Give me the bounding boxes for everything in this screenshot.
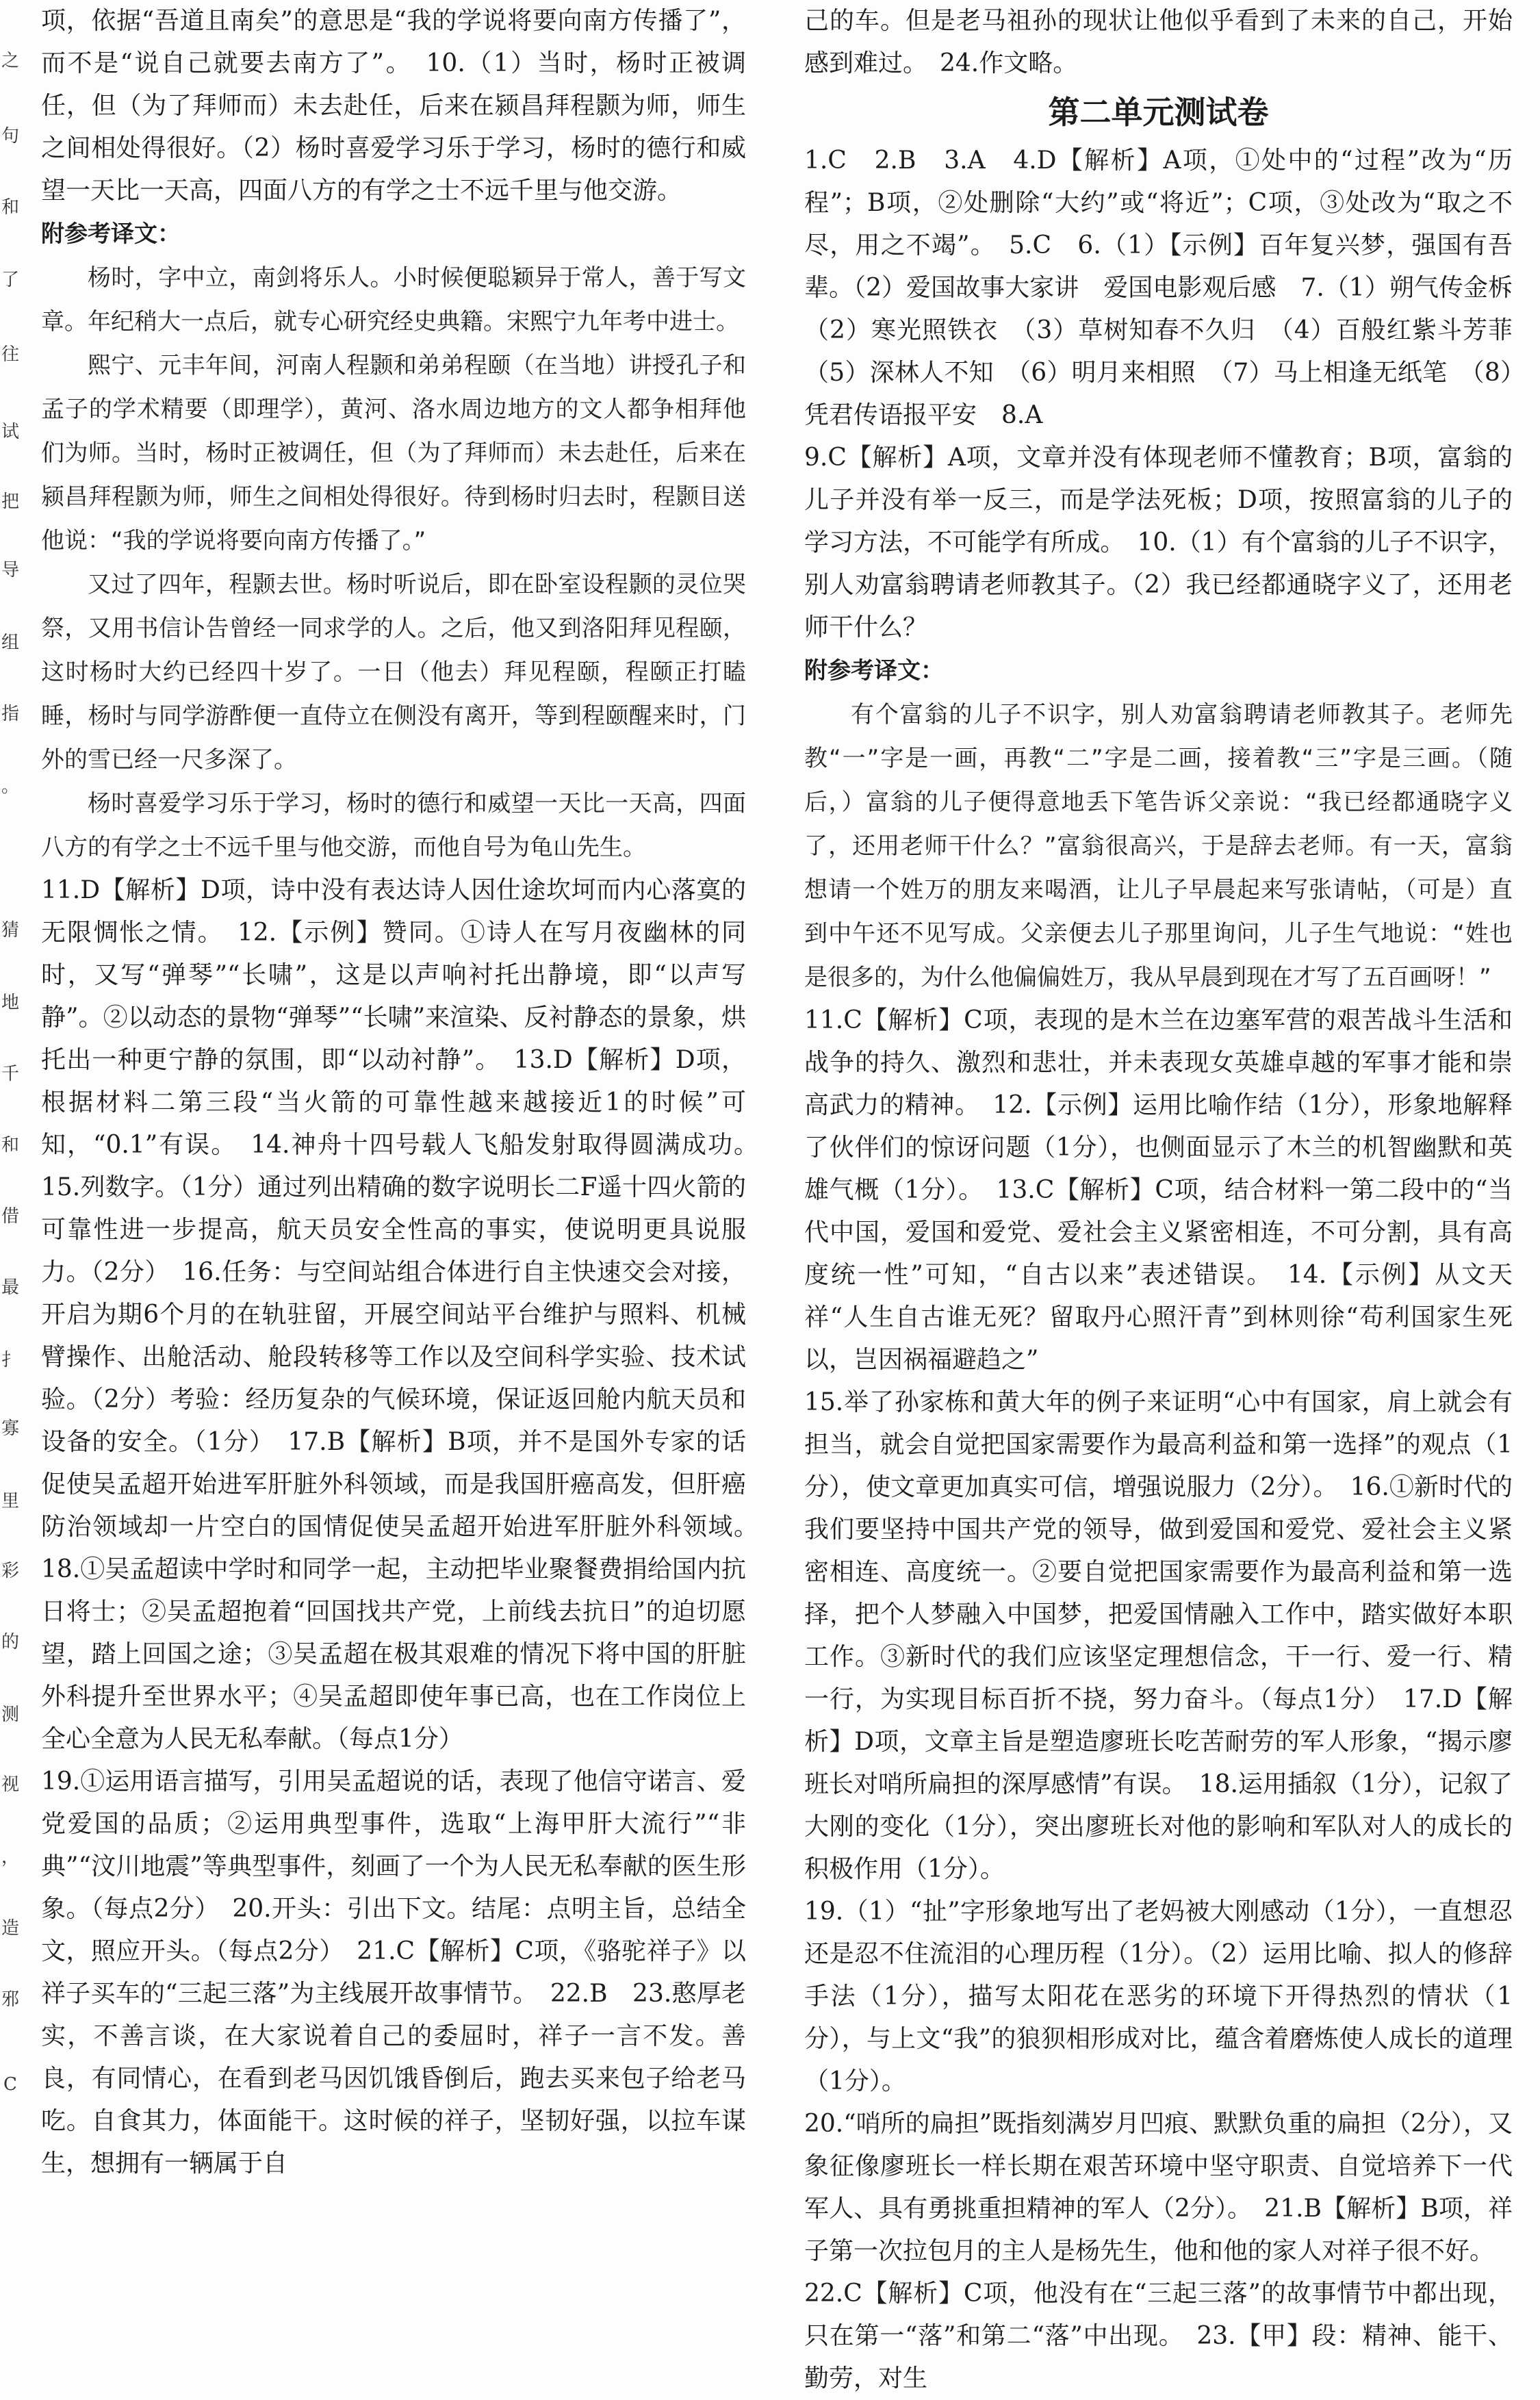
gutter-char: 邪: [1, 1989, 19, 2010]
gutter-char: 和: [1, 1135, 19, 1156]
gutter-char: 彩: [1, 1561, 19, 1581]
gutter-char: 往: [1, 344, 19, 365]
gutter-char: ，: [1, 1847, 19, 1867]
translation-heading: 附参考译文：: [804, 657, 944, 685]
gutter-char: 扌: [1, 1350, 19, 1370]
gutter-char: 句: [1, 126, 19, 146]
gutter-char: C: [3, 2074, 17, 2095]
section-title: 第二单元测试卷: [1048, 94, 1269, 131]
translation-paragraph: 又过了四年，程颢去世。杨时听说后，即在卧室设程颢的灵位哭祭，又用书信讣告曾经一同求学的人。之后，他又到洛阳拜见程颐，这时杨时大约已经四十岁了。一日（他去）拜见程颐，程颐正打瞌睡，杨时与同学游酢便一直侍立在侧没有离开，等到程颐醒来时，门外的雪已经一尺多深了。: [41, 571, 746, 774]
answer-paragraph: 22.C【解析】C项，他没有在“三起三落”的故事情节中都出现，只在第一“落”和第二“落”中出现。 23.【甲】段：精神、能干、勤劳，对生: [804, 2280, 1513, 2392]
answer-paragraph: 11.C【解析】C项，表现的是木兰在边塞军营的艰苦战斗生活和战争的持久、激烈和悲壮，并未表现女英雄卓越的军事才能和崇高武力的精神。 12.【示例】运用比喻作结（1分），形象地解释了伙伴们的惊讶问题（1分），也侧面显示了木兰的机智幽默和英雄气概（1分）。 13.C【解析】C项，结合材料一第二段中的“当代中国，爱国和爱党、爱社会主义紧密相连，不可分割，具有高度统一性”可知，“自古以来”表述错误。 14.【示例】从文天祥“人生自古谁无死？留取丹心照汗青”到林则徐“苟利国家生死以，岂因祸福避趋之”: [804, 1006, 1513, 1374]
translation-heading: 附参考译文：: [41, 220, 181, 248]
gutter-char: 的: [1, 1632, 19, 1652]
gutter-char: 之: [1, 51, 19, 71]
left-column: [41, 0, 771, 2195]
gutter-char: 把: [1, 492, 19, 512]
gutter-char: 测: [1, 1705, 19, 1725]
translation-paragraph: 杨时喜爱学习乐于学习，杨时的德行和威望一天比一天高，四面八方的有学之士不远千里与他交游，而他自号为龟山先生。: [41, 790, 746, 861]
answer-paragraph: 20.“哨所的扁担”既指刻满岁月凹痕、默默负重的扁担（2分），又象征像廖班长一样长期在艰苦环境中坚守职责、自觉培养下一代军人、具有勇挑重担精神的军人（2分）。 21.B【解析】B项，祥子第一次拉包月的主人是杨先生，他和他的家人对祥子很不好。: [804, 2110, 1513, 2265]
right-column: [804, 0, 1538, 2392]
gutter-char: 了: [1, 270, 19, 290]
gutter-char: 视: [1, 1774, 19, 1795]
gutter-char: 指: [1, 704, 19, 724]
answer-paragraph: 己的车。但是老马祖孙的现状让他似乎看到了未来的自己，开始感到难过。 24.作文略。: [804, 7, 1513, 77]
gutter-char: 试: [1, 422, 19, 442]
gutter-char: 组: [1, 633, 19, 653]
translation-paragraph: 熙宁、元丰年间，河南人程颢和弟弟程颐（在当地）讲授孔子和孟子的学术精要（即理学），黄河、洛水周边地方的文人都争相拜他们为师。当时，杨时正被调任，但（为了拜师而）未去赴任，后来在颍昌拜程颢为师，师生之间相处得很好。待到杨时归去时，程颢目送他说：“我的学说将要向南方传播了。”: [41, 352, 746, 554]
gutter-char: 地: [1, 993, 19, 1013]
answer-paragraph: 19.①运用语言描写，引用吴孟超说的话，表现了他信守诺言、爱党爱国的品质；②运用典型事件，选取“上海甲肝大流行”“非典”“汶川地震”等典型事件，刻画了一个为人民无私奉献的医生形象。（每点2分） 20.开头：引出下文。结尾：点明主旨，总结全文，照应开头。（每点2分） 21.C【解析】C项，《骆驼祥子》以祥子买车的“三起三落”为主线展开故事情节。 22.B 23.憨厚老实，不善言谈，在大家说着自己的委屈时，祥子一言不发。善良，有同情心，在看到老马因饥饿昏倒后，跑去买来包子给老马吃。自食其力，体面能干。这时候的祥子，坚韧好强，以拉车谋生，想拥有一辆属于自: [41, 1767, 746, 2178]
answer-paragraph: 1.C 2.B 3.A 4.D【解析】A项，①处中的“过程”改为“历程”；B项，②处删除“大约”或“将近”；C项，③处改为“取之不尽，用之不竭”。 5.C 6.（1）【示例】百年复兴梦，强国有吾辈。（2）爱国故事大家讲 爱国电影观后感 7.（1）朔气传金柝 （2）寒光照铁衣 （3）草树知春不久归 （4）百般红紫斗芳菲 （5）深林人不知 （6）明月来相照 （7）马上相逢无纸笔 （8）凭君传语报平安 8.A: [804, 146, 1538, 429]
translation-paragraph: 有个富翁的儿子不识字，别人劝富翁聘请老师教其子。老师先教“一”字是一画，再教“二”字是二画，接着教“三”字是三画。（随后，）富翁的儿子便得意地丢下笔告诉父亲说：“我已经都通晓字义了，还用老师干什么？”富翁很高兴，于是辞去老师。有一天，富翁想请一个姓万的朋友来喝酒，让儿子早晨起来写张请帖，（可是）直到中午还不见写成。父亲便去儿子那里询问，儿子生气地说：“姓也是很多的，为什么他偏偏姓万，我从早晨到现在才写了五百画呀！”: [804, 701, 1513, 991]
answer-paragraph: 11.D【解析】D项，诗中没有表达诗人因仕途坎坷而内心落寞的无限惆怅之情。 12.【示例】赞同。①诗人在写月夜幽林的同时，又写“弹琴”“长啸”，这是以声响衬托出静境，即“以声写静”。②以动态的景物“弹琴”“长啸”来渲染、反衬静态的景象，烘托出一种更宁静的氛围，即“以动衬静”。 13.D【解析】D项，根据材料二第三段“当火箭的可靠性越来越接近1的时候”可知，“0.1”有误。 14.神舟十四号载人飞船发射取得圆满成功。 15.列数字。（1分）通过列出精确的数字说明长二F遥十四火箭的可靠性进一步提高，航天员安全性高的事实，使说明更具说服力。（2分） 16.任务：与空间站组合体进行自主快速交会对接，开启为期6个月的在轨驻留，开展空间站平台维护与照料、机械臂操作、出舱活动、舱段转移等工作以及空间科学实验、技术试验。（2分）考验：经历复杂的气候环境，保证返回舱内航天员和设备的安全。（1分） 17.B【解析】B项，并不是国外专家的话促使吴孟超开始进军肝脏外科领域，而是我国肝癌高发，但肝癌防治领域却一片空白的国情促使吴孟超开始进军肝脏外科领域。 18.①吴孟超读中学时和同学一起，主动把毕业聚餐费捐给国内抗日将士；②吴孟超抱着“回国找共产党，上前线去抗日”的迫切愿望，踏上回国之途；③吴孟超在极其艰难的情况下将中国的肝脏外科提升至世界水平；④吴孟超即使年事已高，也在工作岗位上全心全意为人民无私奉献。（每点1分）: [41, 876, 771, 1753]
gutter-char: 造: [1, 1918, 19, 1939]
gutter-char: 最: [1, 1277, 19, 1298]
gutter-char: 。: [1, 776, 19, 797]
answer-paragraph: 19.（1）“扯”字形象地写出了老妈被大刚感动（1分），一直想忍还是忍不住流泪的心理历程（1分）。（2）运用比喻、拟人的修辞手法（1分），描写太阳花在恶劣的环境下开得热烈的情状（1分），与上文“我”的狼狈相形成对比，蕴含着磨炼使人成长的道理（1分）。: [804, 1898, 1513, 2095]
gutter-char: 寡: [1, 1418, 19, 1439]
left-margin-cut-text: [0, 0, 27, 2195]
answer-paragraph: 9.C【解析】A项，文章并没有体现老师不懂教育；B项，富翁的儿子并没有举一反三，而是学法死板；D项，按照富翁的儿子的学习方法，不可能学有所成。 10.（1）有个富翁的儿子不识字，别人劝富翁聘请老师教其子。（2）我已经都通晓字义了，还用老师干什么？: [804, 444, 1513, 641]
answer-paragraph: 项，依据“吾道且南矣”的意思是“我的学说将要向南方传播了”，而不是“说自己就要去南方了”。 10.（1）当时，杨时正被调任，但（为了拜师而）未去赴任，后来在颍昌拜程颢为师，师生之间相处得很好。（2）杨时喜爱学习乐于学习，杨时的德行和威望一天比一天高，四面八方的有学之士不远千里与他交游。: [41, 7, 746, 205]
gutter-char: 千: [1, 1064, 19, 1084]
gutter-char: 猜: [1, 920, 19, 941]
gutter-char: 里: [1, 1491, 19, 1511]
translation-paragraph: 杨时，字中立，南剑将乐人。小时候便聪颖异于常人，善于写文章。年纪稍大一点后，就专心研究经史典籍。宋熙宁九年考中进士。: [41, 264, 746, 335]
gutter-char: 导: [1, 560, 19, 580]
gutter-char: 和: [1, 197, 19, 218]
answer-paragraph: 15.举了孙家栋和黄大年的例子来证明“心中有国家，肩上就会有担当，就会自觉把国家需要作为最高利益和第一选择”的观点（1分），使文章更加真实可信，增强说服力（2分）。 16.①新时代的我们要坚持中国共产党的领导，做到爱国和爱党、爱社会主义紧密相连、高度统一。②要自觉把国家需要作为最高利益和第一选择，把个人梦融入中国梦，把爱国情融入工作中，踏实做好本职工作。③新时代的我们应该坚定理想信念，干一行、爱一行、精一行，为实现目标百折不挠，努力奋斗。（每点1分） 17.D【解析】D项，文章主旨是塑造廖班长吃苦耐劳的军人形象，“揭示廖班长对哨所扁担的深厚感情”有误。 18.运用插叙（1分），记叙了大刚的变化（1分），突出廖班长对他的影响和军队对人的成长的积极作用（1分）。: [804, 1388, 1513, 1883]
gutter-char: 借: [1, 1206, 19, 1227]
